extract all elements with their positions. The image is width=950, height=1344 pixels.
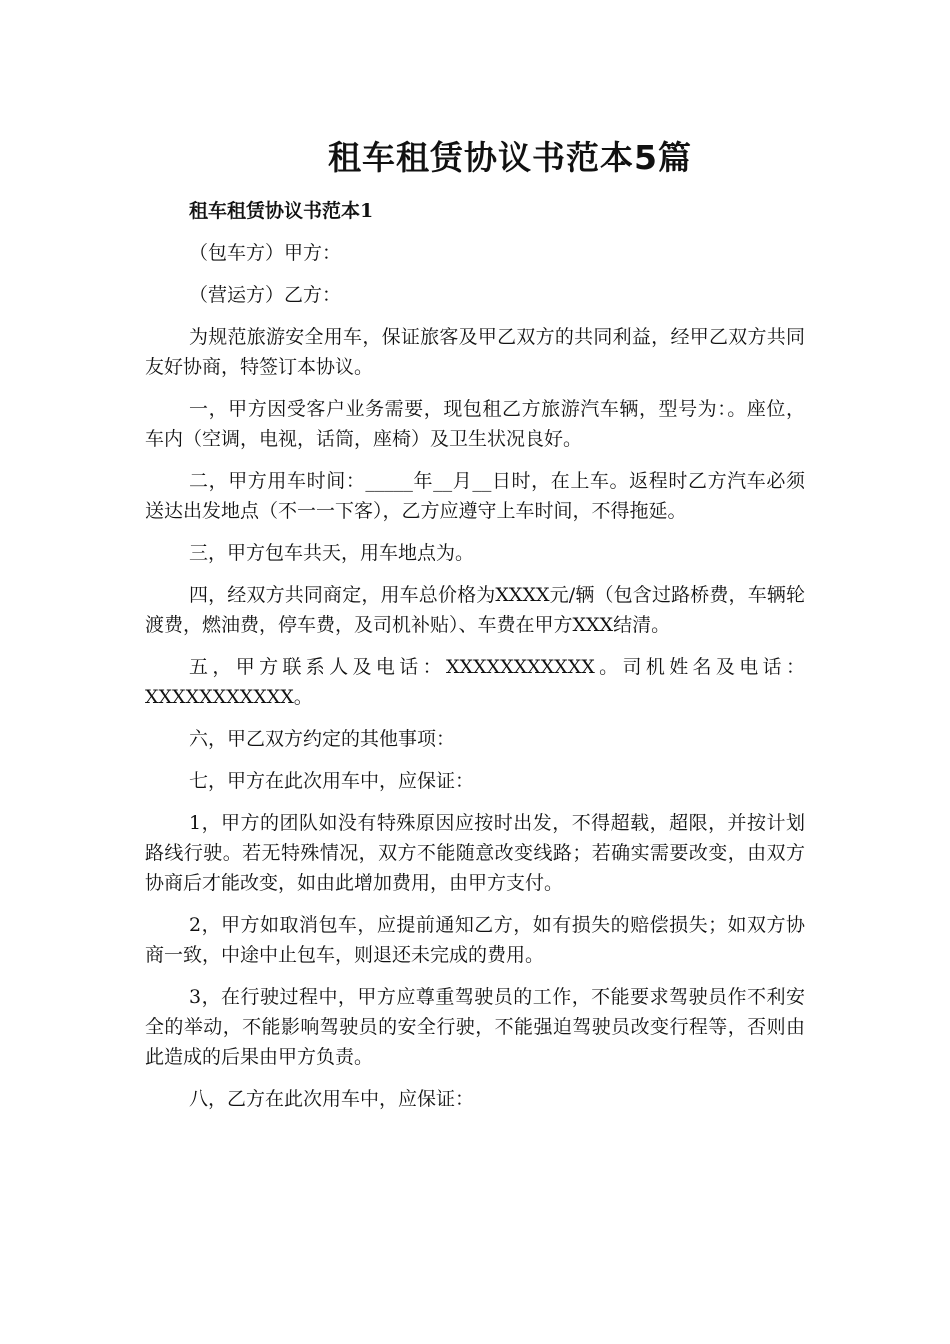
clause-1: 一，甲方因受客户业务需要，现包租乙方旅游汽车辆，型号为：。座位，车内（空调，电视，话筒，座椅）及卫生状况良好。 xyxy=(145,398,805,450)
clause-7-item-1: 1，甲方的团队如没有特殊原因应按时出发，不得超载，超限，并按计划路线行驶。若无特殊情况，双方不能随意改变线路；若确实需要改变，由双方协商后才能改变，如由此增加费用，由甲方支付。 xyxy=(145,812,805,894)
clause-2: 二，甲方用车时间：_____年__月__日时，在上车。返程时乙方汽车必须送达出发地点（不一一下客），乙方应遵守上车时间，不得拖延。 xyxy=(145,470,805,522)
document-title: 租车租赁协议书范本5篇 xyxy=(328,138,692,177)
clause-8: 八，乙方在此次用车中，应保证： xyxy=(189,1088,475,1110)
section-heading: 租车租赁协议书范本1 xyxy=(189,200,374,222)
clause-7-item-3: 3，在行驶过程中，甲方应尊重驾驶员的工作，不能要求驾驶员作不利安全的举动，不能影响驾驶员的安全行驶，不能强迫驾驶员改变行程等，否则由此造成的后果由甲方负责。 xyxy=(145,986,805,1068)
clause-7-item-2: 2，甲方如取消包车，应提前通知乙方，如有损失的赔偿损失；如双方协商一致，中途中止包车，则退还未完成的费用。 xyxy=(145,914,805,966)
document-body xyxy=(145,196,805,1126)
clause-4: 四，经双方共同商定，用车总价格为XXXX元/辆（包含过路桥费，车辆轮渡费，燃油费，停车费，及司机补贴）、车费在甲方XXX结清。 xyxy=(145,584,805,636)
party-a-line: （包车方）甲方： xyxy=(189,242,342,264)
clause-6: 六，甲乙双方约定的其他事项： xyxy=(189,728,456,750)
party-b-line: （营运方）乙方： xyxy=(189,284,342,306)
clause-7: 七，甲方在此次用车中，应保证： xyxy=(189,770,475,792)
clause-3: 三，甲方包车共天，用车地点为。 xyxy=(189,542,475,564)
preamble-paragraph: 为规范旅游安全用车，保证旅客及甲乙双方的共同利益，经甲乙双方共同友好协商，特签订本协议。 xyxy=(145,326,805,378)
clause-5: 五，甲方联系人及电话：XXXXXXXXXXX。司机姓名及电话：XXXXXXXXXXX。 xyxy=(145,656,805,708)
